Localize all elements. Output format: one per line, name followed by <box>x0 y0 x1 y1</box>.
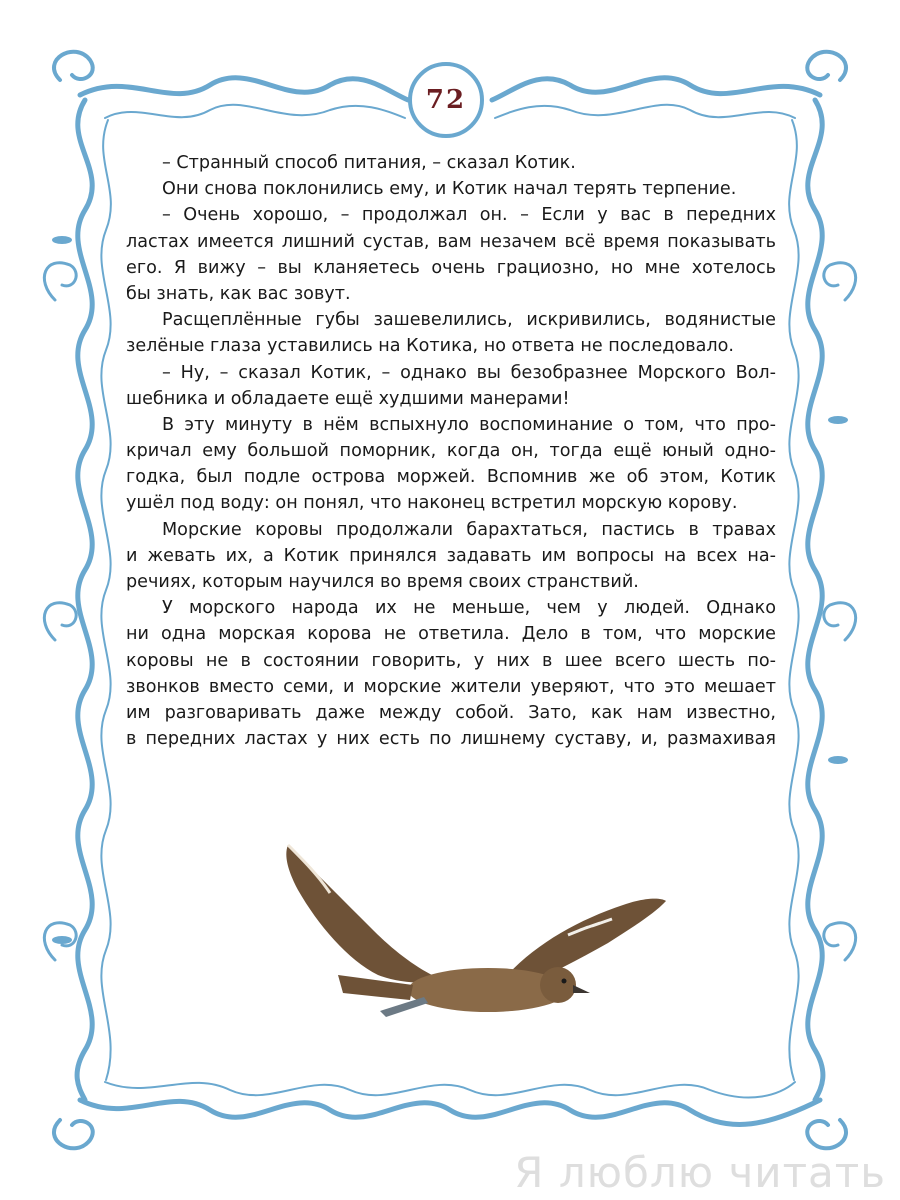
text-line: его. Я вижу – вы кланяетесь очень грациозно, но мне хотелось <box>126 257 776 278</box>
text-line: У морского народа их не меньше, чем у людей. Однако <box>162 598 776 619</box>
text-line: и жевать их, а Котик принялся задавать им вопросы на всех на- <box>126 545 776 566</box>
text-line: зелёные глаза уставились на Котика, но ответа не последовало. <box>126 336 734 357</box>
text-line: ластах имеется лишний сустав, вам незачем всё время показывать <box>126 231 776 252</box>
bird-head <box>540 967 576 1003</box>
text-line: шебника и обладаете ещё худшими манерами! <box>126 388 570 409</box>
text-line: Они снова поклонились ему, и Котик начал терять терпение. <box>162 179 737 200</box>
text-line: – Очень хорошо, – продолжал он. – Если у вас в передних <box>162 205 776 226</box>
watermark: Я люблю читать <box>514 1148 886 1197</box>
text-line: кричал ему большой поморник, когда он, тогда ещё юный одно- <box>126 441 776 462</box>
text-line: звонков вместо семи, и морские жители уверяют, что это мешает <box>126 676 776 697</box>
text-line: ни одна морская корова не ответила. Дело в том, что морские <box>126 624 776 645</box>
text-line: речиях, которым научился во время своих странствий. <box>126 572 639 592</box>
text-line: Морские коровы продолжали барахтаться, пастись в травах <box>162 519 776 540</box>
text-line: ушёл под воду: он понял, что наконец встретил морскую корову. <box>126 493 738 514</box>
text-line: годка, был подле острова моржей. Вспомнив же об этом, Котик <box>126 467 776 488</box>
page-number: 72 <box>425 85 467 115</box>
text-line: – Ну, – сказал Котик, – однако вы безобразнее Морского Вол- <box>162 362 776 383</box>
bird-feet <box>380 997 428 1017</box>
text-line: в передних ластах у них есть по лишнему суставу, и, размахивая <box>126 729 776 750</box>
page-number-badge <box>408 62 484 138</box>
story-text <box>126 150 776 752</box>
text-line: бы знать, как вас зовут. <box>126 283 351 304</box>
text-line: В эту минуту в нём вспыхнуло воспоминание о том, что про- <box>162 414 776 435</box>
skua-bird-illustration <box>268 835 668 1025</box>
text-line: – Странный способ питания, – сказал Котик. <box>162 153 576 173</box>
bird-beak <box>573 985 590 993</box>
text-line: Расщеплённые губы зашевелились, искривились, водянистые <box>162 310 776 331</box>
text-line: коровы не в состоянии говорить, у них в шее всего шесть по- <box>126 650 776 671</box>
text-line: им разговаривать даже между собой. Зато, как нам известно, <box>126 702 776 723</box>
